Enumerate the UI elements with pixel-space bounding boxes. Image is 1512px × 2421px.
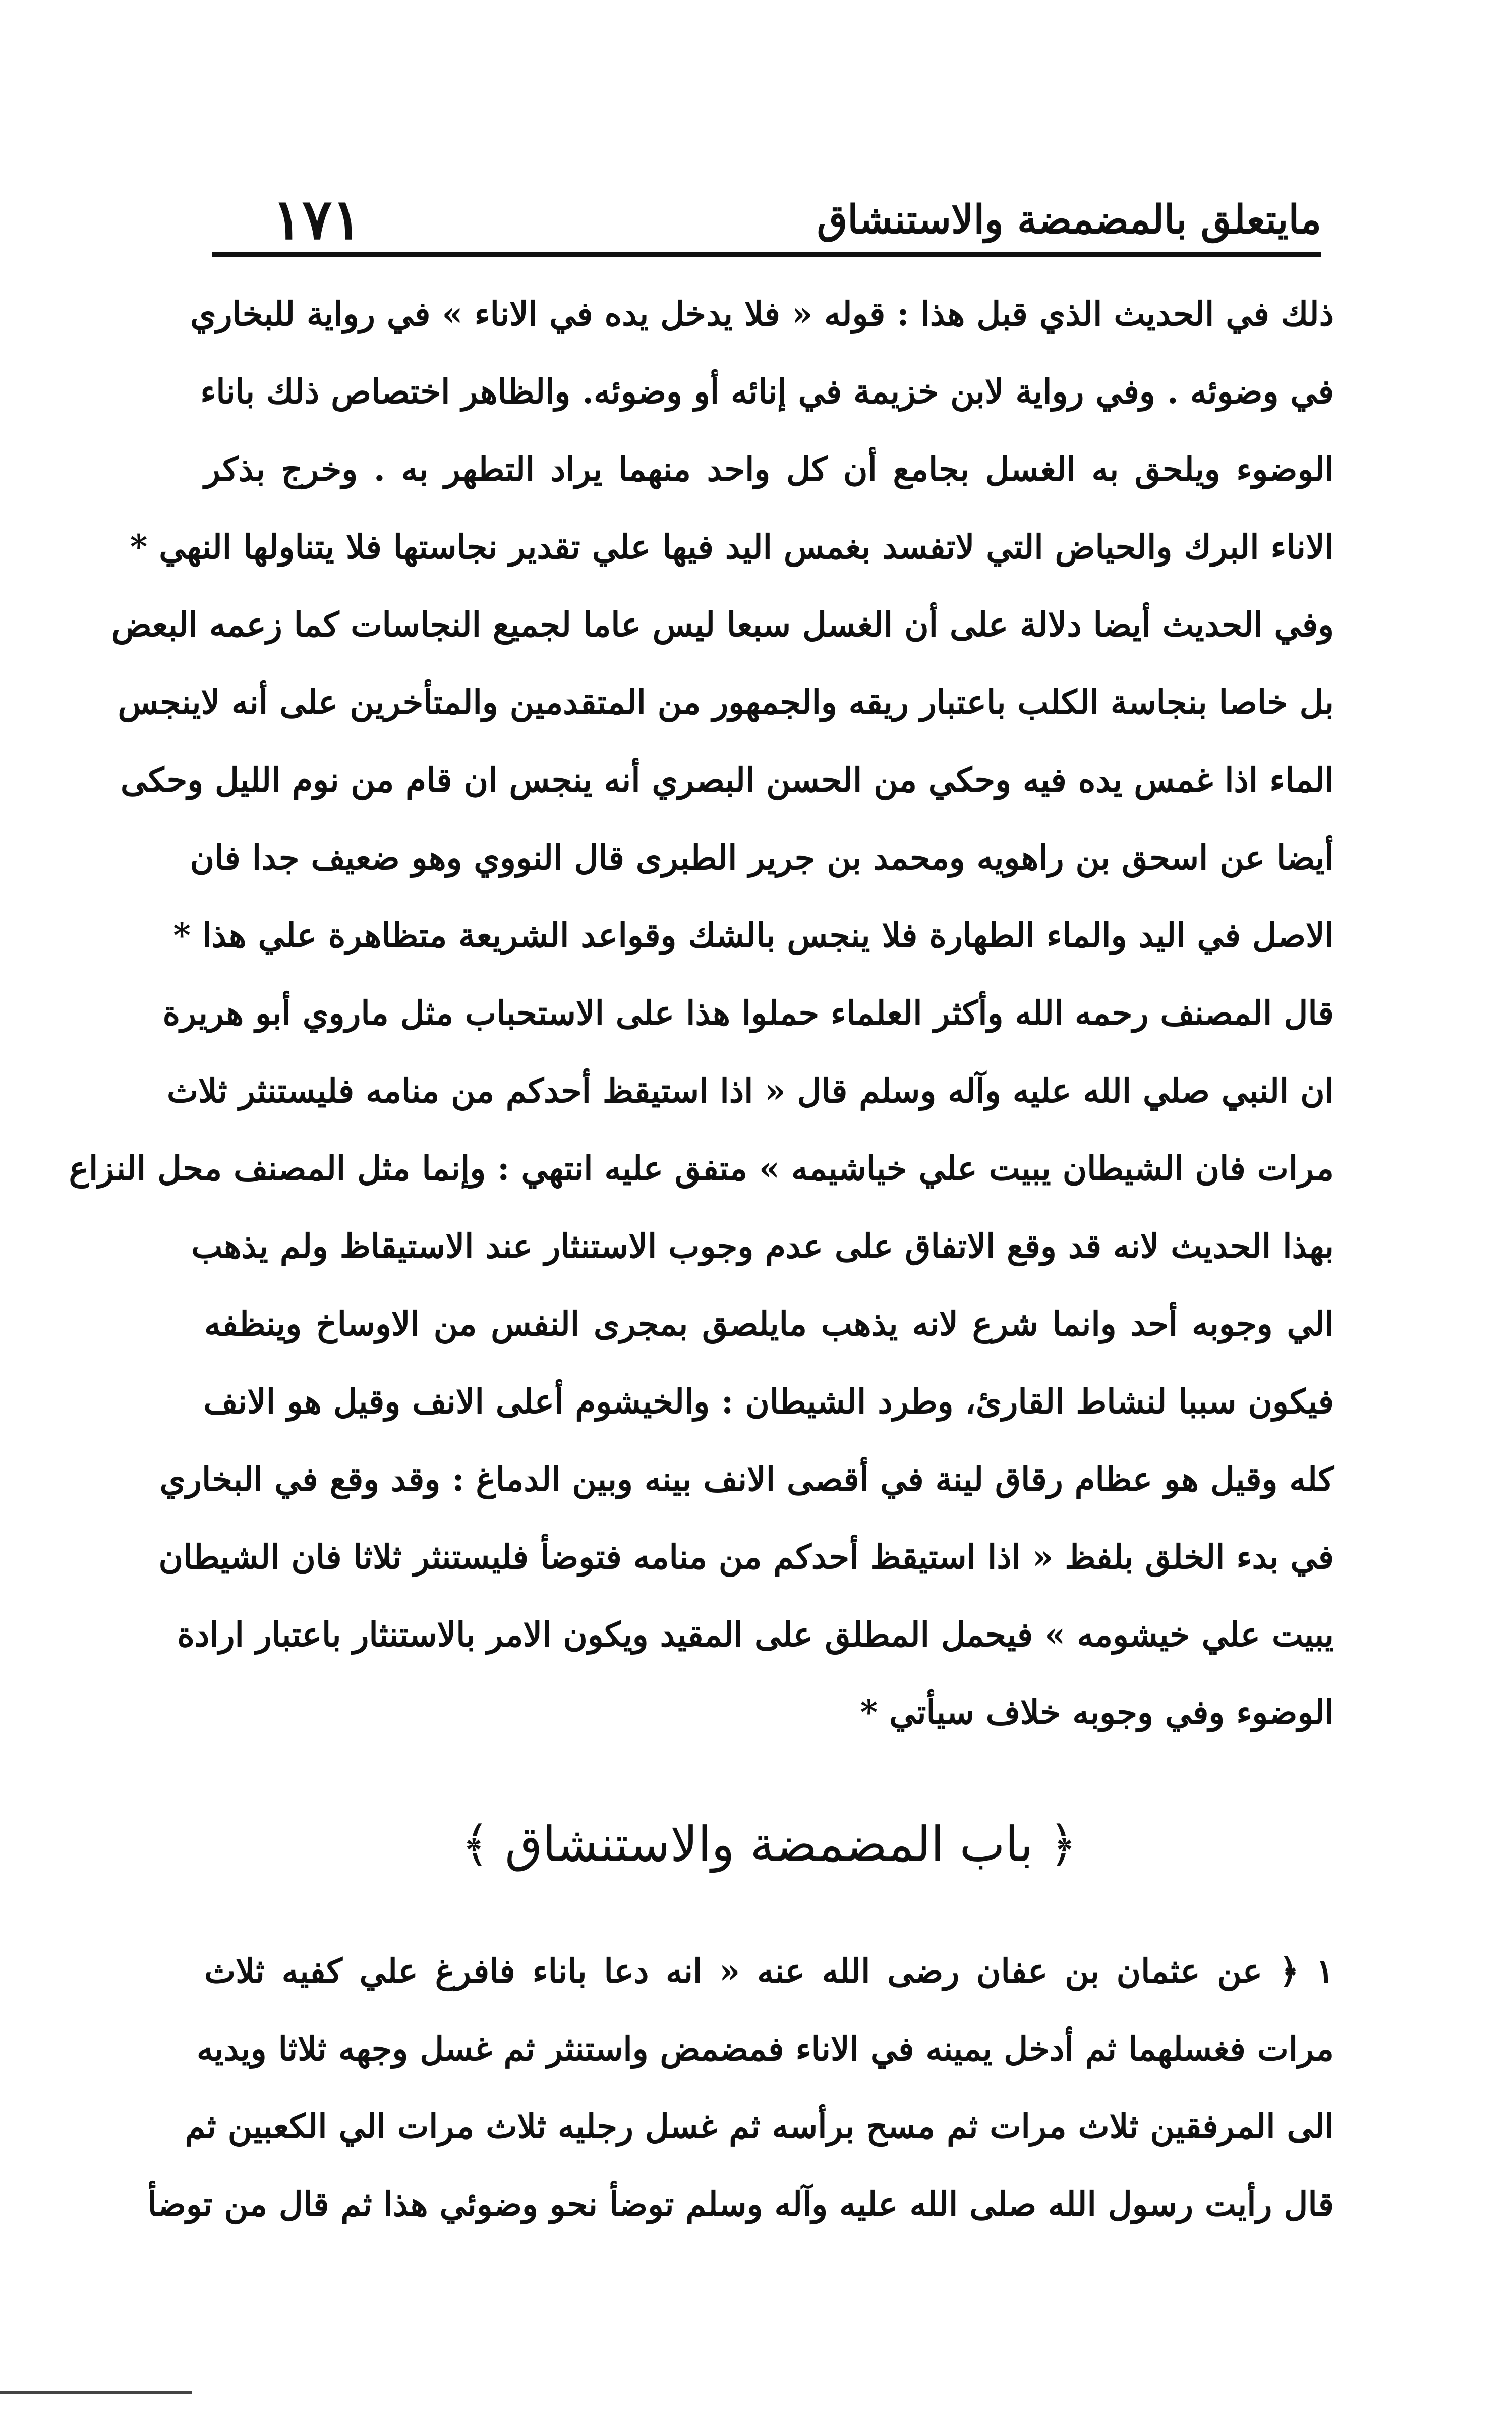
text-line: أيضا عن اسحق بن راهويه ومحمد بن جرير الطبرى قال النووي وهو ضعيف جدا فان: [190, 838, 1334, 877]
chapter-heading: ﴿ باب المضمضة والاستنشاق ﴾: [461, 1816, 1077, 1873]
text-line: الوضوء ويلحق به الغسل بجامع أن كل واحد منهما يراد التطهر به . وخرج بذكر: [204, 449, 1334, 489]
text-line: مرات فان الشيطان يبيت علي خياشيمه » متفق عليه انتهي : وإنما مثل المصنف محل النزاع: [69, 1149, 1334, 1188]
text-line: مرات فغسلهما ثم أدخل يمينه في الاناء فمضمض واستنثر ثم غسل وجهه ثلاثا ويديه: [197, 2029, 1334, 2068]
text-line: الاناء البرك والحياض التي لاتفسد بغمس اليد فيها علي تقدير نجاستها فلا يتناولها النهي *: [130, 527, 1334, 567]
hadith-text: [147, 1932, 1334, 2243]
text-line: كله وقيل هو عظام رقاق لينة في أقصى الانف بينه وبين الدماغ : وقد وقع في البخاري: [159, 1459, 1334, 1499]
text-line: قال المصنف رحمه الله وأكثر العلماء حملوا هذا على الاستحباب مثل ماروي أبو هريرة: [162, 993, 1334, 1033]
text-line: الي وجوبه أحد وانما شرع لانه يذهب مايلصق بمجرى النفس من الاوساخ وينظفه: [204, 1304, 1334, 1343]
page-header: [212, 166, 1321, 252]
text-line: الاصل في اليد والماء الطهارة فلا ينجس بالشك وقواعد الشريعة متظاهرة علي هذا *: [173, 916, 1334, 955]
text-line: الوضوء وفي وجوبه خلاف سيأتي *: [860, 1693, 1334, 1732]
page-number: ١٧١: [272, 187, 362, 252]
text-line: ١ ﴿ عن عثمان بن عفان رضى الله عنه « انه دعا باناء فافرغ علي كفيه ثلاث: [204, 1951, 1334, 1991]
footer-rule: [0, 2391, 192, 2394]
text-line: يبيت علي خيشومه » فيحمل المطلق على المقيد ويكون الامر بالاستنثار باعتبار ارادة: [177, 1615, 1334, 1654]
text-line: فيكون سببا لنشاط القارئ، وطرد الشيطان : والخيشوم أعلى الانف وقيل هو الانف: [203, 1382, 1334, 1421]
text-line: قال رأيت رسول الله صلى الله عليه وآله وسلم توضأ نحو وضوئي هذا ثم قال من توضأ: [147, 2184, 1334, 2224]
commentary-text: [69, 275, 1334, 1751]
header-rule: [212, 252, 1321, 257]
text-line: بهذا الحديث لانه قد وقع الاتفاق على عدم وجوب الاستنثار عند الاستيقاظ ولم يذهب: [191, 1226, 1334, 1266]
text-line: ان النبي صلي الله عليه وآله وسلم قال « اذا استيقظ أحدكم من منامه فليستنثر ثلاث: [166, 1071, 1334, 1110]
text-line: في وضوئه . وفي رواية لابن خزيمة في إنائه أو وضوئه. والظاهر اختصاص ذلك باناء: [200, 372, 1334, 411]
text-line: وفي الحديث أيضا دلالة على أن الغسل سبعا ليس عاما لجميع النجاسات كما زعمه البعض: [111, 605, 1334, 644]
running-title: مايتعلق بالمضمضة والاستنشاق: [817, 197, 1321, 243]
text-line: الى المرفقين ثلاث مرات ثم مسح برأسه ثم غسل رجليه ثلاث مرات الي الكعبين ثم: [185, 2107, 1334, 2146]
text-line: بل خاصا بنجاسة الكلب باعتبار ريقه والجمهور من المتقدمين والمتأخرين على أنه لاينجس: [118, 683, 1334, 722]
text-line: في بدء الخلق بلفظ « اذا استيقظ أحدكم من منامه فتوضأ فليستنثر ثلاثا فان الشيطان: [158, 1537, 1334, 1577]
text-line: الماء اذا غمس يده فيه وحكي من الحسن البصري أنه ينجس ان قام من نوم الليل وحكى: [121, 760, 1334, 800]
text-line: ذلك في الحديث الذي قبل هذا : قوله « فلا يدخل يده في الاناء » في رواية للبخاري: [190, 294, 1334, 333]
